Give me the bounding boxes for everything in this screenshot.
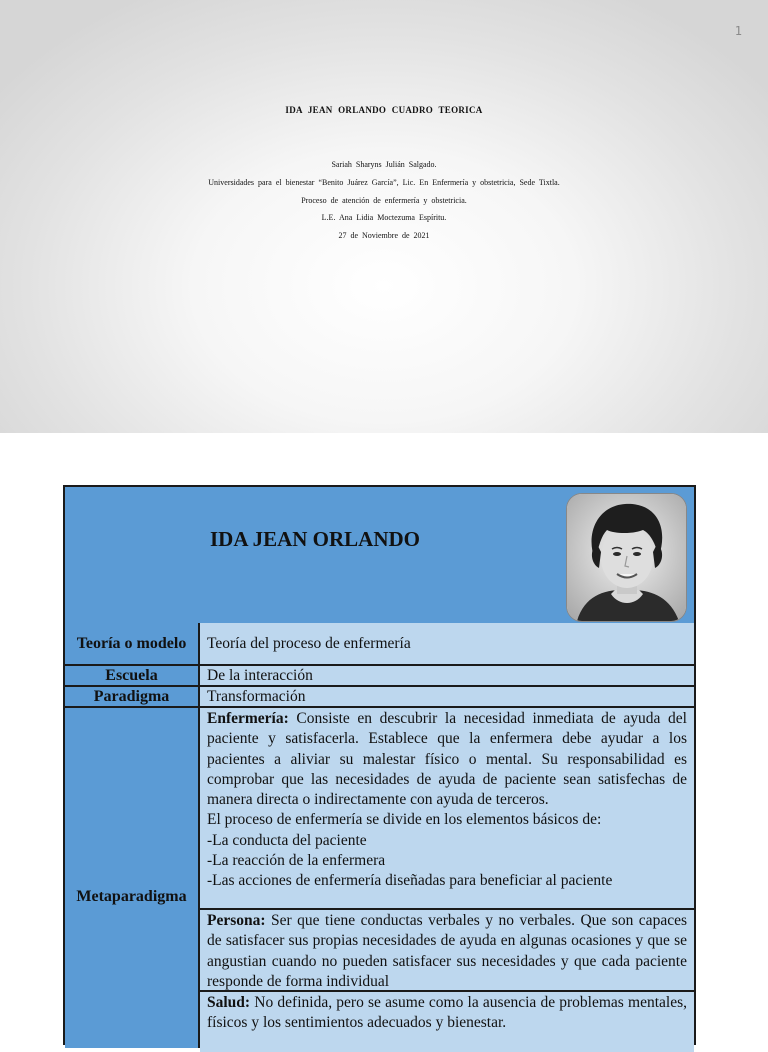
metaparadigm-row [65, 708, 694, 1048]
portrait-photo [566, 493, 687, 622]
cover-title: IDA JEAN ORLANDO CUADRO TEORICA [285, 105, 483, 115]
table-row [65, 687, 694, 706]
row-label: Teoría o modelo [65, 623, 200, 664]
row-label: Escuela [65, 666, 200, 685]
process-intro: El proceso de enfermería se divide en los elementos básicos de: [207, 811, 602, 829]
cover-slide [0, 0, 768, 433]
salud-text: No definida, pero se asume como la ausencia de problemas mentales, físicos y los sentimientos adecuados y bienestar. [207, 994, 687, 1032]
enfermeria-text: Consiste en descubrir la necesidad inmediata de ayuda del paciente y satisfacerla. Establece que la enfermera debe ayudar a los pacientes a aliviar su malestar físico o mental. Su responsabilidad es comprobar que las necesidades de ayuda de paciente sean satisfechas de manera directa o indirectamente con ayuda de terceros. [207, 710, 687, 809]
table-row [65, 666, 694, 685]
page-number: 1 [734, 24, 742, 38]
list-item: -La conducta del paciente [207, 831, 367, 849]
row-value: De la interacción [200, 666, 694, 685]
salud-definition [207, 993, 687, 1034]
enfermeria-term: Enfermería: [207, 710, 289, 727]
persona-definition [207, 911, 687, 990]
list-item: -Las acciones de enfermería diseñadas para beneficiar al paciente [207, 872, 613, 890]
salud-cell [200, 992, 694, 1052]
persona-cell [200, 910, 694, 990]
table-header [65, 487, 694, 625]
author-line: Sariah Sharyns Julián Salgado. [331, 160, 437, 169]
cover-details [0, 156, 768, 245]
theory-table [63, 485, 696, 1045]
metaparadigm-label: Metaparadigma [76, 888, 187, 905]
row-label: Paradigma [65, 687, 200, 706]
table-row [65, 623, 694, 664]
row-value: Teoría del proceso de enfermería [200, 623, 694, 664]
institution-line: Universidades para el bienestar “Benito Juárez García”, Lic. En Enfermería y obstetricia, Sede Tixtla. [208, 177, 560, 187]
list-item: -La reacción de la enfermera [207, 852, 386, 870]
portrait-image [567, 494, 686, 621]
salud-term: Salud: [207, 994, 251, 1011]
date-line: 27 de Noviembre de 2021 [338, 231, 430, 241]
table-title: IDA JEAN ORLANDO [209, 527, 421, 551]
persona-text: Ser que tiene conductas verbales y no verbales. Que son capaces de satisfacer sus propias necesidades de ayuda en algunas ocasiones y que se angustian cuando no pueden satisfacer sus necesidades y que cada paciente responde de forma individual [207, 912, 687, 990]
metaparadigm-label-cell [65, 708, 200, 1048]
teacher-line: L.E. Ana Lidia Moctezuma Espíritu. [321, 213, 447, 223]
enfermeria-definition [207, 709, 687, 810]
row-value: Transformación [200, 687, 694, 706]
enfermeria-cell [200, 708, 694, 908]
course-line: Proceso de atención de enfermería y obstetricia. [301, 195, 467, 205]
persona-term: Persona: [207, 912, 266, 929]
